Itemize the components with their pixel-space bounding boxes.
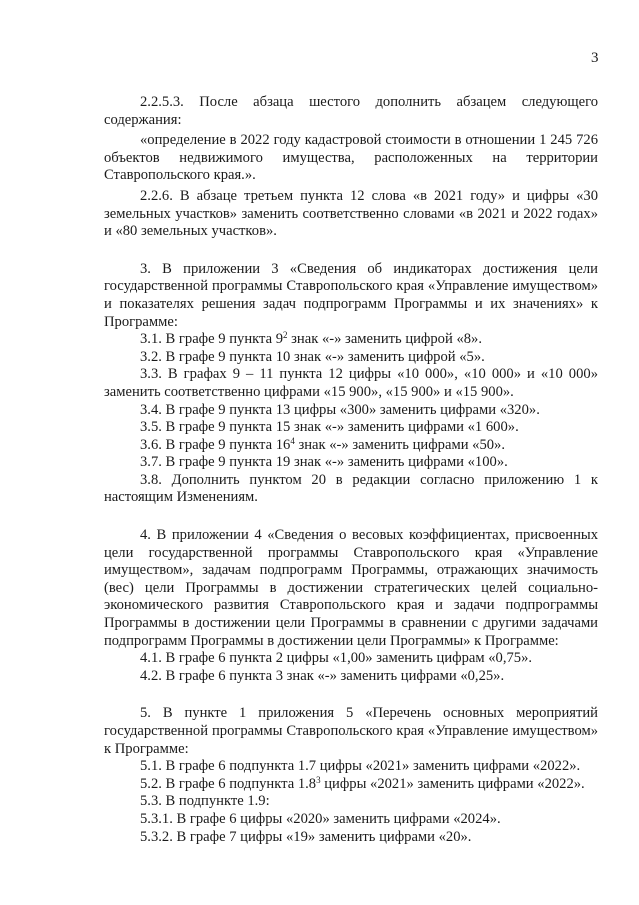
superscript: 2 [283, 330, 288, 341]
paragraph [104, 776, 598, 794]
paragraph: 3.8. Дополнить пунктом 20 в редакции согласно приложению 1 к настоящим Изменениям. [104, 471, 598, 506]
paragraph: «определение в 2022 году кадастровой стоимости в отношении 1 245 726 объектов недвижимого имущества, расположенных на территории Ставропольского края.». [104, 132, 598, 184]
paragraph-text: 3.1. В графе 9 пункта 9 [140, 331, 284, 348]
paragraph: 5.1. В графе 6 подпункта 1.7 цифры «2021» заменить цифрами «2022». [140, 758, 581, 775]
paragraph: 4.2. В графе 6 пункта 3 знак «-» заменить цифрами «0,25». [140, 667, 505, 684]
paragraph [104, 437, 598, 455]
paragraph-text: 5.2. В графе 6 подпункта 1.8 [140, 775, 317, 792]
paragraph: 4.1. В графе 6 пункта 2 цифры «1,00» заменить цифрам «0,75». [140, 650, 533, 667]
superscript: 4 [290, 435, 295, 446]
paragraph-text: знак «-» заменить цифрами «50». [294, 436, 505, 453]
document-body [104, 94, 598, 846]
paragraph: 3.4. В графе 9 пункта 13 цифры «300» заменить цифрами «320». [140, 401, 540, 418]
paragraph: 2.2.5.3. После абзаца шестого дополнить абзацем следующего содержания: [104, 94, 598, 128]
paragraph: 2.2.6. В абзаце третьем пункта 12 слова «в 2021 году» и цифры «30 земельных участков» заменить соответственно словами «в 2021 и 2022 годах» и «80 земельных участков». [104, 187, 598, 240]
page-number: 3 [591, 50, 599, 66]
superscript: 3 [316, 774, 321, 785]
paragraph-text: 3.6. В графе 9 пункта 16 [140, 436, 291, 453]
paragraph-text: знак «-» заменить цифрой «8». [287, 331, 482, 348]
paragraph: 4. В приложении 4 «Сведения о весовых коэффициентах, присвоенных цели государственной программы Ставропольского края «Управление имуществом», задачам подпрограмм Программы, отражающих значимость (вес) цели Программы в достижении стратегических целей социально-экономического развития Ставропольского края и задачи подпрограммы Программы в достижении цели Программы в сравнении с другими задачами подпрограмм Программы в достижении цели Программы» к Программе: [104, 527, 598, 649]
paragraph: 5.3.1. В графе 6 цифры «2020» заменить цифрами «2024». [140, 810, 501, 827]
paragraph: 3. В приложении 3 «Сведения об индикаторах достижения цели государственной программы Ставропольского края «Управление имуществом» и показателях решения задач подпрограмм Программы и их значениях» к Программе: [104, 260, 598, 330]
paragraph: 3.2. В графе 9 пункта 10 знак «-» заменить цифрой «5». [140, 348, 485, 365]
paragraph-text: цифры «2021» заменить цифрами «2022». [320, 775, 585, 792]
paragraph [104, 331, 598, 349]
paragraph: 3.5. В графе 9 пункта 15 знак «-» заменить цифрами «1 600». [140, 419, 519, 436]
paragraph: 5.3.2. В графе 7 цифры «19» заменить цифрами «20». [140, 828, 472, 845]
paragraph: 3.3. В графах 9 – 11 пункта 12 цифры «10 000», «10 000» и «10 000» заменить соответственно цифрами «15 900», «15 900» и «15 900». [104, 366, 598, 400]
paragraph: 5. В пункте 1 приложения 5 «Перечень основных мероприятий государственной программы Ставропольского края «Управление имуществом» к Программе: [104, 705, 598, 757]
paragraph: 5.3. В подпункте 1.9: [140, 793, 270, 810]
paragraph: 3.7. В графе 9 пункта 19 знак «-» заменить цифрами «100». [140, 454, 508, 471]
